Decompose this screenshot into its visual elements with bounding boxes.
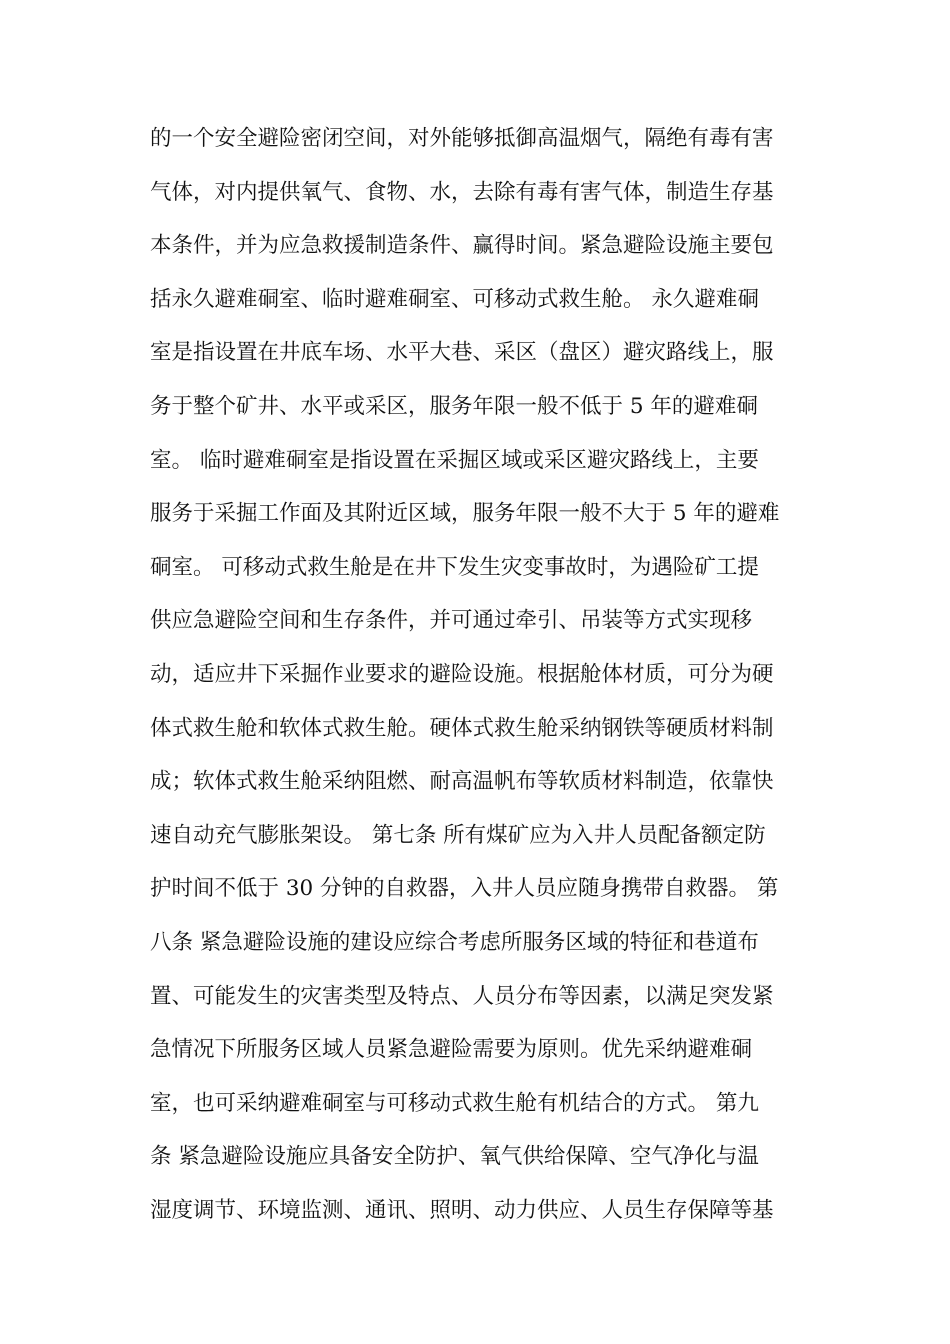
text-line: 动，适应井下采掘作业要求的避险设施。根据舱体材质，可分为硬 <box>150 661 774 687</box>
text-line: 体式救生舱和软体式救生舱。硬体式救生舱采纳钢铁等硬质材料制 <box>150 715 774 741</box>
text-line: 室。 临时避难硐室是指设置在采掘区域或采区避灾路线上，主要 <box>150 447 759 473</box>
text-line: 条 紧急避险设施应具备安全防护、氧气供给保障、空气净化与温 <box>150 1144 759 1170</box>
text-line: 本条件，并为应急救援制造条件、赢得时间。紧急避险设施主要包 <box>150 233 774 259</box>
text-line: 护时间不低于 30 分钟的自救器，入井人员应随身携带自救器。 第 <box>150 876 779 902</box>
text-line: 置、可能发生的灾害类型及特点、人员分布等因素，以满足突发紧 <box>150 983 774 1009</box>
text-line: 的一个安全避险密闭空间，对外能够抵御高温烟气，隔绝有毒有害 <box>150 126 774 151</box>
text-line: 供应急避险空间和生存条件，并可通过牵引、吊装等方式实现移 <box>150 608 753 634</box>
text-line: 八条 紧急避险设施的建设应综合考虑所服务区域的特征和巷道布 <box>150 929 759 955</box>
text-line: 成；软体式救生舱采纳阻燃、耐高温帆布等软质材料制造，依靠快 <box>150 769 774 795</box>
text-line: 气体，对内提供氧气、食物、水，去除有毒有害气体，制造生存基 <box>150 179 774 205</box>
text-line: 速自动充气膨胀架设。 第七条 所有煤矿应为入井人员配备额定防 <box>150 822 766 848</box>
body-text <box>150 112 810 1237</box>
text-line: 急情况下所服务区域人员紧急避险需要为原则。优先采纳避难硐 <box>150 1037 753 1063</box>
text-line: 硐室。 可移动式救生舱是在井下发生灾变事故时，为遇险矿工提 <box>150 554 759 580</box>
text-line: 室，也可采纳避难硐室与可移动式救生舱有机结合的方式。 第九 <box>150 1090 759 1116</box>
text-line: 湿度调节、环境监测、通讯、照明、动力供应、人员生存保障等基 <box>150 1197 774 1223</box>
text-line: 服务于采掘工作面及其附近区域，服务年限一般不大于 5 年的避难 <box>150 501 780 527</box>
text-line: 括永久避难硐室、临时避难硐室、可移动式救生舱。 永久避难硐 <box>150 286 759 312</box>
text-line: 务于整个矿井、水平或采区，服务年限一般不低于 5 年的避难硐 <box>150 393 758 419</box>
text-line: 室是指设置在井底车场、水平大巷、采区（盘区）避灾路线上，服 <box>150 340 774 366</box>
